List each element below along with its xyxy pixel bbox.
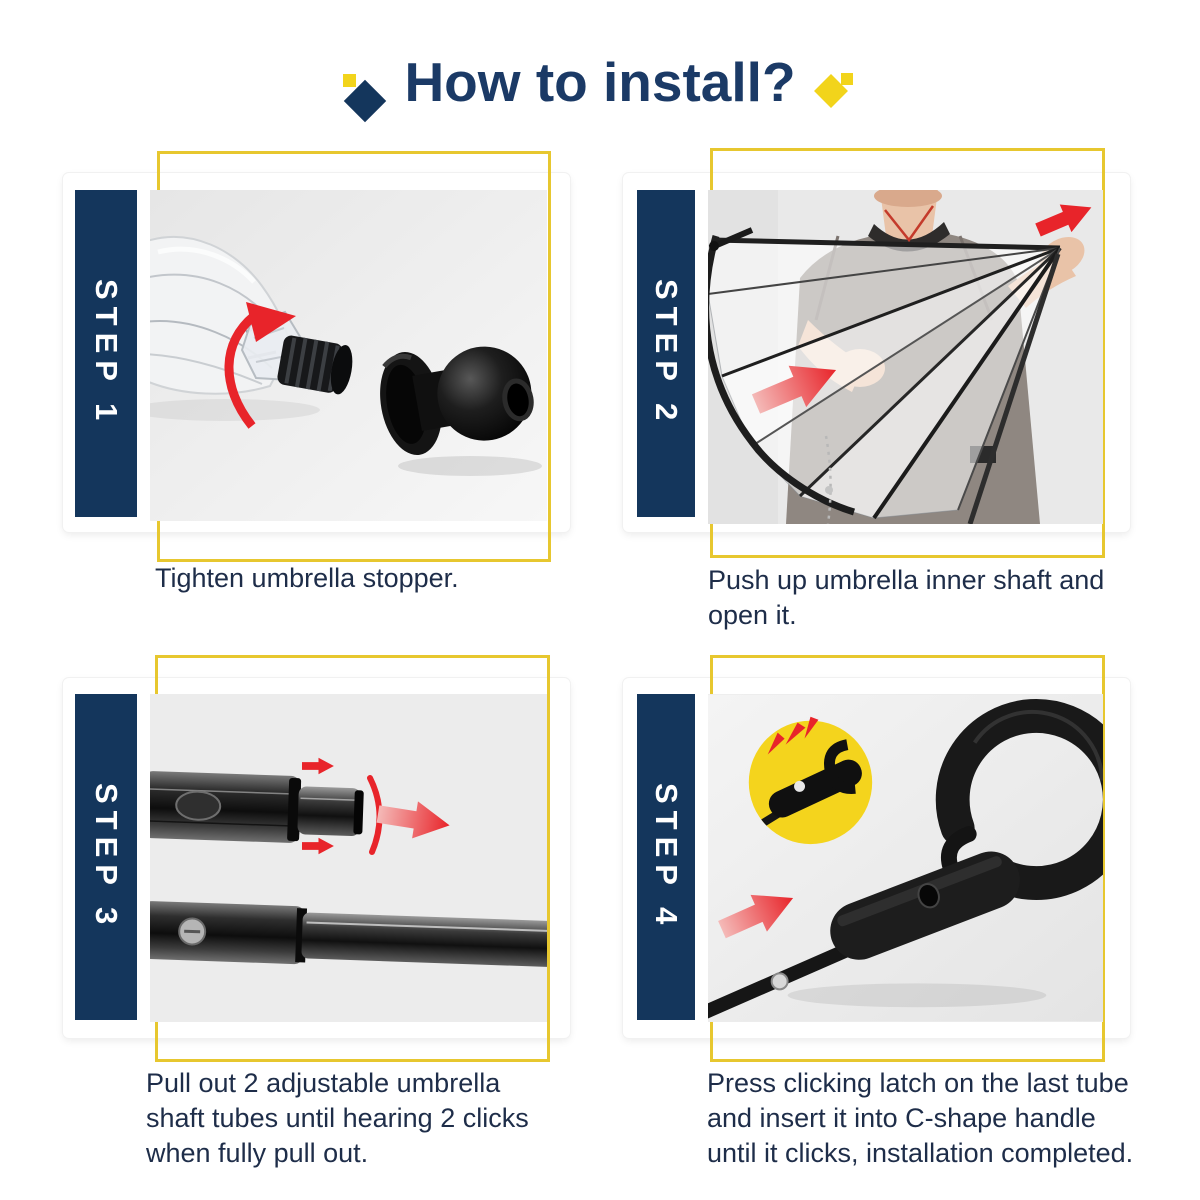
caption-line: until it clicks, installation completed. bbox=[707, 1138, 1134, 1168]
step3-banner bbox=[75, 694, 137, 1020]
step1-banner bbox=[75, 190, 137, 517]
step1-label: STEP 1 bbox=[89, 279, 124, 428]
step1-caption bbox=[155, 561, 575, 596]
step2-photo bbox=[708, 190, 1103, 524]
step1-photo bbox=[150, 190, 547, 521]
step2-caption bbox=[708, 563, 1148, 633]
step2-banner bbox=[637, 190, 695, 517]
step3-caption bbox=[146, 1066, 596, 1171]
caption-line: and insert it into C-shape handle bbox=[707, 1103, 1096, 1133]
step4-photo bbox=[708, 694, 1103, 1022]
caption-line: shaft tubes until hearing 2 clicks bbox=[146, 1103, 529, 1133]
yellow-square-icon bbox=[841, 73, 853, 85]
caption-line: Press clicking latch on the last tube bbox=[707, 1068, 1129, 1098]
step4-caption bbox=[707, 1066, 1187, 1171]
step4-banner bbox=[637, 694, 695, 1020]
caption-line: Pull out 2 adjustable umbrella bbox=[146, 1068, 501, 1098]
step3-photo bbox=[150, 694, 547, 1022]
page-title: How to install? bbox=[404, 51, 796, 113]
step4-label: STEP 4 bbox=[649, 782, 684, 932]
step3-label: STEP 3 bbox=[89, 782, 124, 932]
caption-line: when fully pull out. bbox=[146, 1138, 369, 1168]
step2-label: STEP 2 bbox=[649, 279, 684, 428]
yellow-square-icon bbox=[343, 74, 356, 87]
caption-line: Push up umbrella inner shaft and bbox=[708, 565, 1105, 595]
caption-line: open it. bbox=[708, 600, 797, 630]
caption-line: Tighten umbrella stopper. bbox=[155, 563, 459, 593]
